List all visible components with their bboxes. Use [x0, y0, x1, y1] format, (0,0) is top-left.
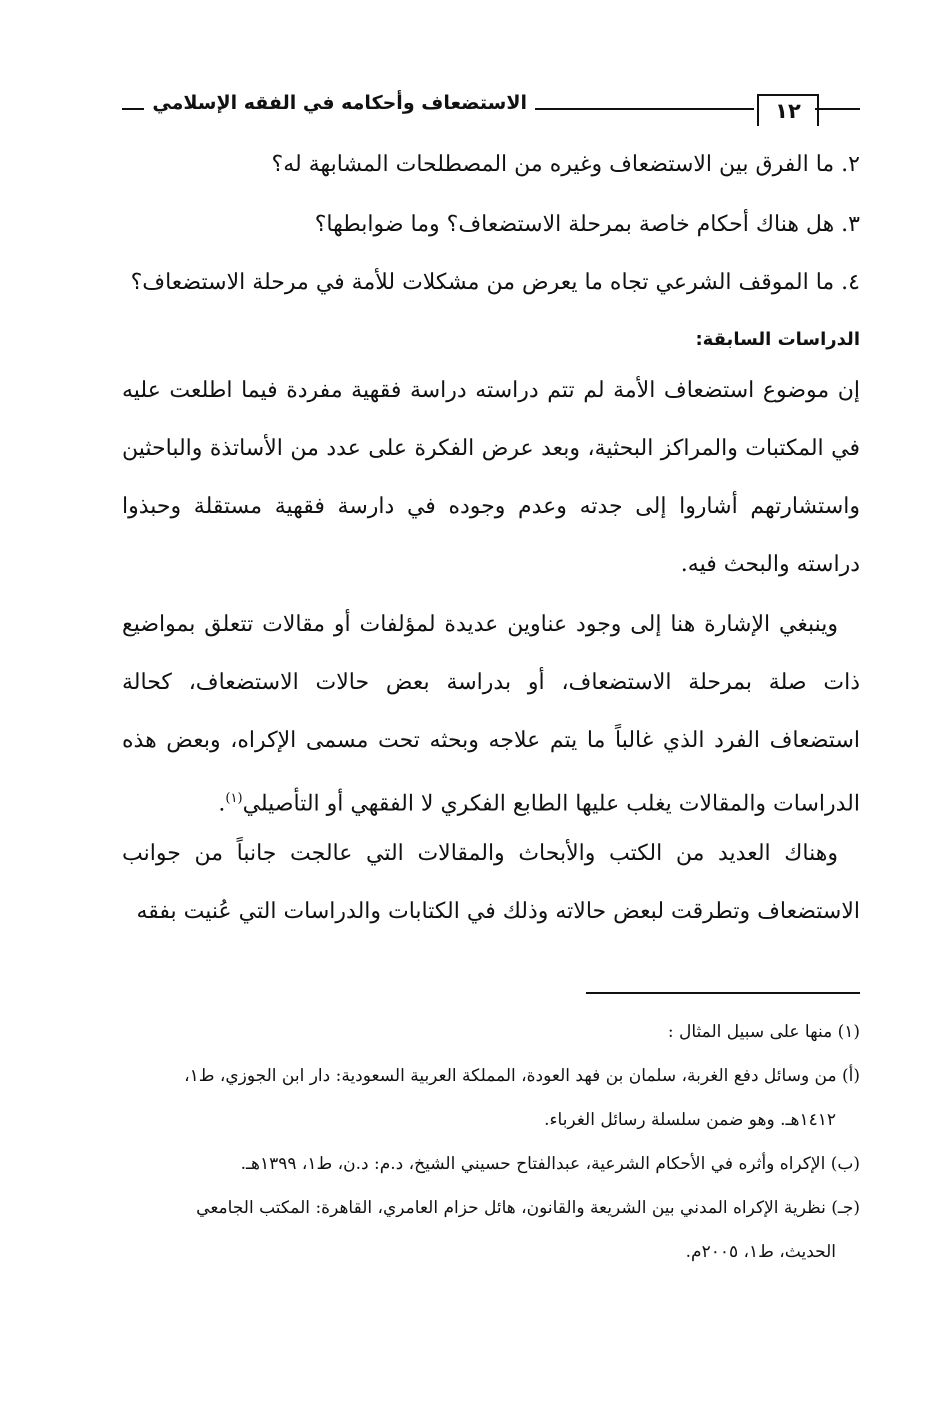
question-4: ٤. ما الموقف الشرعي تجاه ما يعرض من مشكلات للأمة في مرحلة الاستضعاف؟: [130, 270, 860, 295]
header-rule-right: [815, 108, 860, 110]
footnote-intro: (١) منها على سبيل المثال :: [667, 1022, 860, 1042]
footnote-a-continued: ١٤١٢هـ. وهو ضمن سلسلة رسائل الغرباء.: [544, 1110, 836, 1130]
paragraph-2: [122, 596, 860, 833]
paragraph-3: وهناك العديد من الكتب والأبحاث والمقالات التي عالجت جانباً من جوانب الاستضعاف وتطرقت لبعض حالاته وذلك في الكتابات والدراسات التي عُنيت بفقه: [122, 841, 860, 924]
paragraph-3-block: [122, 825, 860, 941]
footnote-c-continued: الحديث، ط١، ٢٠٠٥م.: [685, 1242, 836, 1262]
running-header: [122, 86, 860, 130]
footnote-separator: [586, 992, 860, 994]
paragraph-2-text: وينبغي الإشارة هنا إلى وجود عناوين عديدة لمؤلفات أو مقالات تتعلق بمواضيع ذات صلة بمرحلة الاستضعاف، أو بدراسة بعض حالات الاستضعاف، كحالة استضعاف الفرد الذي غالباً ما يتم علاجه وبحثه تحت مسمى الإكراه، وبعض هذه الدراسات والمقالات يغلب عليها الطابع الفكري لا الفقهي أو التأصيلي: [122, 612, 860, 817]
section-heading: الدراسات السابقة:: [695, 329, 860, 350]
footnote-marker[interactable]: (١): [225, 791, 243, 806]
page-number: ١٢: [757, 94, 819, 126]
running-title: الاستضعاف وأحكامه في الفقه الإسلامي: [144, 92, 535, 114]
footnote-c: (جـ) نظرية الإكراه المدني بين الشريعة والقانون، هائل حزام العامري، القاهرة: المكتب الجامعي: [196, 1198, 860, 1218]
paragraph-previous-studies: [122, 362, 860, 594]
footnote-b: (ب) الإكراه وأثره في الأحكام الشرعية، عبدالفتاح حسيني الشيخ، د.م: د.ن، ط١، ١٣٩٩هـ.: [240, 1154, 860, 1174]
question-2: ٢. ما الفرق بين الاستضعاف وغيره من المصطلحات المشابهة له؟: [271, 152, 860, 177]
footnote-a: (أ) من وسائل دفع الغربة، سلمان بن فهد العودة، المملكة العربية السعودية: دار ابن الجوزي، ط١،: [184, 1066, 860, 1086]
paragraph-1: إن موضوع استضعاف الأمة لم تتم دراسته دراسة فقهية مفردة فيما اطلعت عليه في المكتبات والمراكز البحثية، وبعد عرض الفكرة على عدد من الأساتذة والباحثين واستشارتهم أشاروا إلى جدته وعدم وجوده في دارسة فقهية مستقلة وحبذوا دراسته والبحث فيه.: [122, 378, 860, 577]
paragraph-2-block: [122, 596, 860, 833]
paragraph-2-end: .: [218, 791, 226, 817]
question-3: ٣. هل هناك أحكام خاصة بمرحلة الاستضعاف؟ وما ضوابطها؟: [314, 212, 860, 237]
footnotes: [120, 1010, 860, 1274]
